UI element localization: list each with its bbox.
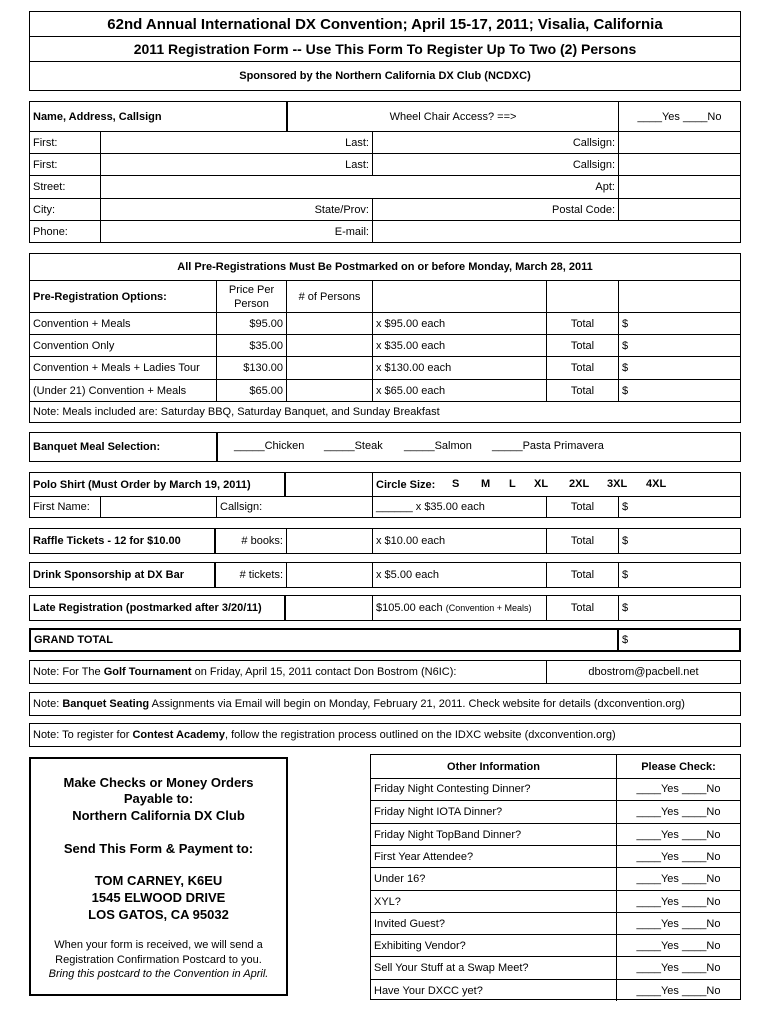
drink-tickets-field[interactable]	[286, 563, 372, 587]
prereg-heading-blank-2	[546, 280, 618, 312]
banquet-chicken[interactable]: _____Chicken	[234, 440, 305, 452]
other-info-question: First Year Attendee?	[371, 845, 616, 867]
address-name: TOM CARNEY, K6EU	[94, 873, 223, 888]
callsign-field-1[interactable]	[618, 131, 740, 153]
email-label: E-mail:	[300, 220, 372, 242]
send-to-heading: Send This Form & Payment to:	[63, 841, 254, 856]
email-field[interactable]	[372, 220, 740, 242]
payment-box	[29, 757, 288, 996]
polo-section	[29, 472, 741, 518]
late-section	[29, 595, 741, 621]
first-name-label-1: First:	[30, 131, 100, 153]
other-info-table	[370, 754, 741, 1000]
other-info-heading: Other Information	[447, 760, 540, 773]
raffle-label: Raffle Tickets - 12 for $10.00	[30, 529, 216, 553]
grand-total-amount[interactable]: $	[617, 630, 739, 650]
prereg-row-amount[interactable]: $	[618, 334, 740, 356]
circle-size-label: Circle Size:	[372, 473, 456, 496]
yes-no-checkbox[interactable]: ____Yes ____No	[616, 823, 740, 845]
phone-field[interactable]	[100, 220, 300, 242]
prereg-heading-blank-3	[618, 280, 740, 312]
first-name-label-2: First:	[30, 153, 100, 175]
last-name-field-1[interactable]	[372, 131, 548, 153]
contact-section	[29, 101, 741, 243]
other-info-question: XYL?	[371, 890, 616, 912]
size-m[interactable]: M	[481, 478, 491, 490]
callsign-label-1: Callsign:	[548, 131, 618, 153]
apt-field[interactable]	[618, 175, 740, 198]
state-label: State/Prov:	[300, 198, 372, 220]
prereg-row-persons[interactable]	[286, 379, 372, 401]
prereg-row-amount[interactable]: $	[618, 312, 740, 334]
contest-academy-prefix: Note: To register for	[33, 729, 133, 741]
prereg-options-heading: Pre-Registration Options:	[30, 280, 216, 312]
yes-no-checkbox[interactable]: ____Yes ____No	[616, 979, 740, 1001]
please-check-heading: Please Check:	[616, 755, 740, 778]
address-city: LOS GATOS, CA 95032	[88, 907, 229, 922]
late-total-label: Total	[546, 596, 618, 620]
other-info-question: Have Your DXCC yet?	[371, 979, 616, 1001]
banquet-seating-suffix: Assignments via Email will begin on Monday, February 21, 2011. Check website for details (dxconvention.org)	[149, 698, 685, 710]
apt-label: Apt:	[548, 175, 618, 198]
size-xl[interactable]: XL	[534, 478, 549, 490]
payment-line-2: Payable to:	[123, 791, 194, 806]
polo-label: Polo Shirt (Must Order by March 19, 2011)	[30, 473, 286, 496]
polo-first-name-label: First Name:	[30, 496, 100, 517]
postal-field[interactable]	[618, 198, 740, 220]
late-amount[interactable]: $	[618, 596, 740, 620]
payment-line-1: Make Checks or Money Orders	[63, 775, 254, 790]
info-line-3: Bring this postcard to the Convention in April.	[48, 968, 269, 980]
contest-academy-text	[33, 729, 616, 741]
prereg-row-total: Total	[546, 379, 618, 401]
banquet-steak[interactable]: _____Steak	[324, 440, 383, 452]
prereg-row-persons[interactable]	[286, 356, 372, 379]
other-info-question: Invited Guest?	[371, 912, 616, 934]
late-each-note: (Convention + Meals)	[445, 603, 532, 613]
yes-no-checkbox[interactable]: ____Yes ____No	[616, 800, 740, 823]
other-info-question: Under 16?	[371, 867, 616, 890]
late-each-text: $105.00 each	[376, 602, 443, 614]
prereg-row-label: Convention + Meals	[30, 312, 216, 334]
price-heading	[216, 280, 286, 312]
other-info-question: Friday Night Contesting Dinner?	[374, 783, 531, 795]
size-4xl[interactable]: 4XL	[646, 478, 667, 490]
raffle-books-field[interactable]	[286, 529, 372, 553]
postal-label: Postal Code:	[548, 198, 618, 220]
grand-total-label: GRAND TOTAL	[34, 634, 114, 646]
banquet-seating-bold: Banquet Seating	[62, 698, 150, 710]
prereg-row-price: $35.00	[216, 334, 286, 356]
other-info-question: Friday Night TopBand Dinner?	[371, 823, 616, 845]
raffle-amount[interactable]: $	[618, 529, 740, 553]
raffle-each: x $10.00 each	[372, 529, 546, 553]
banquet-label: Banquet Meal Selection:	[30, 433, 218, 461]
drink-each: x $5.00 each	[372, 563, 546, 587]
other-info-question: Friday Night IOTA Dinner?	[371, 800, 616, 823]
prereg-row-price: $95.00	[216, 312, 286, 334]
golf-note	[29, 660, 741, 684]
size-2xl[interactable]: 2XL	[569, 478, 590, 490]
last-name-label-1: Last:	[300, 131, 372, 153]
late-label: Late Registration (postmarked after 3/20/11)	[30, 596, 286, 620]
address-street: 1545 ELWOOD DRIVE	[91, 890, 226, 905]
banquet-seating-text	[33, 698, 685, 710]
polo-first-name-field[interactable]	[100, 496, 216, 517]
yes-no-checkbox[interactable]: ____Yes ____No	[616, 867, 740, 890]
prereg-row-price: $65.00	[216, 379, 286, 401]
wheelchair-checkbox[interactable]: ____Yes ____No	[618, 102, 740, 131]
state-field[interactable]	[372, 198, 548, 220]
sponsor-line: Sponsored by the Northern California DX Club (NCDXC)	[239, 70, 531, 82]
banquet-pasta[interactable]: _____Pasta Primavera	[492, 440, 604, 452]
street-label: Street:	[30, 175, 100, 198]
other-info-question: Exhibiting Vendor?	[371, 934, 616, 956]
golf-note-bold: Golf Tournament	[103, 666, 192, 678]
callsign-field-2[interactable]	[618, 153, 740, 175]
polo-callsign-label: Callsign:	[216, 496, 372, 517]
meals-note: Note: Meals included are: Saturday BBQ, Saturday Banquet, and Sunday Breakfast	[30, 401, 740, 422]
first-name-field-2[interactable]	[100, 153, 300, 175]
yes-no-checkbox[interactable]: ____Yes ____No	[616, 956, 740, 979]
yes-no-checkbox[interactable]: ____Yes ____No	[616, 845, 740, 867]
polo-total-label: Total	[546, 496, 618, 517]
header-box	[29, 11, 741, 91]
first-name-field-1[interactable]	[100, 131, 300, 153]
prereg-row-amount[interactable]: $	[618, 379, 740, 401]
raffle-section	[29, 528, 741, 554]
prereg-row-amount[interactable]: $	[618, 356, 740, 379]
golf-note-text	[33, 666, 456, 678]
city-field[interactable]	[100, 198, 300, 220]
yes-no-checkbox[interactable]: ____Yes ____No	[616, 934, 740, 956]
polo-label-spacer	[288, 473, 372, 496]
size-l[interactable]: L	[509, 478, 516, 490]
size-s[interactable]: S	[452, 478, 460, 490]
callsign-label-2: Callsign:	[548, 153, 618, 175]
polo-quantity[interactable]: ______ x $35.00 each	[372, 496, 546, 517]
last-name-label-2: Last:	[300, 153, 372, 175]
yes-no-checkbox[interactable]: ____Yes ____No	[616, 890, 740, 912]
street-field[interactable]	[100, 175, 548, 198]
drink-tickets-label: # tickets:	[239, 569, 283, 581]
persons-heading: # of Persons	[286, 280, 372, 312]
late-each	[372, 596, 546, 620]
late-field[interactable]	[288, 596, 372, 620]
size-3xl[interactable]: 3XL	[607, 478, 628, 490]
price-heading-text: Price Per Person	[228, 283, 275, 310]
drink-amount[interactable]: $	[618, 563, 740, 587]
banquet-seating-prefix: Note:	[33, 698, 63, 710]
page-title: 62nd Annual International DX Convention; April 15-17, 2011; Visalia, California	[107, 15, 663, 33]
prereg-row-label: (Under 21) Convention + Meals	[30, 379, 216, 401]
prereg-heading-blank-1	[372, 280, 546, 312]
grand-total-section	[29, 628, 741, 652]
prereg-row-each: x $95.00 each	[372, 312, 546, 334]
golf-email[interactable]: dbostrom@pacbell.net	[546, 661, 740, 683]
prereg-row-label: Convention Only	[30, 334, 216, 356]
other-info-rows	[371, 778, 740, 999]
prereg-row-price: $130.00	[216, 356, 286, 379]
banquet-seating-note	[29, 692, 741, 716]
raffle-total-label: Total	[546, 529, 618, 553]
drink-section	[29, 562, 741, 588]
drink-label: Drink Sponsorship at DX Bar	[30, 563, 216, 587]
prereg-row-each: x $65.00 each	[372, 379, 546, 401]
prereg-row-each: x $35.00 each	[372, 334, 546, 356]
prereg-row-total: Total	[546, 334, 618, 356]
contest-academy-bold: Contest Academy	[132, 729, 225, 741]
info-line-1: When your form is received, we will send a	[54, 939, 263, 951]
prereg-section	[29, 253, 741, 423]
polo-amount[interactable]: $	[618, 496, 740, 517]
payment-line-3: Northern California DX Club	[72, 808, 245, 823]
wheelchair-label: Wheel Chair Access? ==>	[389, 110, 517, 123]
phone-label: Phone:	[30, 220, 100, 242]
last-name-field-2[interactable]	[372, 153, 548, 175]
yes-no-checkbox[interactable]: ____Yes ____No	[616, 912, 740, 934]
yes-no-checkbox[interactable]: ____Yes ____No	[616, 778, 740, 800]
prereg-row-persons[interactable]	[286, 334, 372, 356]
golf-note-prefix: Note: For The	[33, 666, 104, 678]
prereg-row-persons[interactable]	[286, 312, 372, 334]
prereg-row-label: Convention + Meals + Ladies Tour	[30, 356, 216, 379]
contest-academy-suffix: , follow the registration process outlined on the IDXC website (dxconvention.org)	[224, 729, 616, 741]
drink-total-label: Total	[546, 563, 618, 587]
city-label: City:	[30, 198, 100, 220]
info-line-2: Registration Confirmation Postcard to you.	[55, 954, 262, 966]
other-info-question: Sell Your Stuff at a Swap Meet?	[371, 956, 616, 979]
page-subtitle: 2011 Registration Form -- Use This Form To Register Up To Two (2) Persons	[133, 41, 637, 57]
contest-academy-note	[29, 723, 741, 747]
banquet-section	[29, 432, 741, 462]
banquet-salmon[interactable]: _____Salmon	[404, 440, 472, 452]
prereg-row-total: Total	[546, 312, 618, 334]
prereg-deadline: All Pre-Registrations Must Be Postmarked on or before Monday, March 28, 2011	[177, 261, 593, 273]
prereg-row-total: Total	[546, 356, 618, 379]
raffle-books-label: # books:	[241, 535, 283, 547]
prereg-row-each: x $130.00 each	[372, 356, 546, 379]
contact-heading: Name, Address, Callsign	[30, 102, 288, 131]
golf-note-suffix: on Friday, April 15, 2011 contact Don Bostrom (N6IC):	[191, 666, 457, 678]
